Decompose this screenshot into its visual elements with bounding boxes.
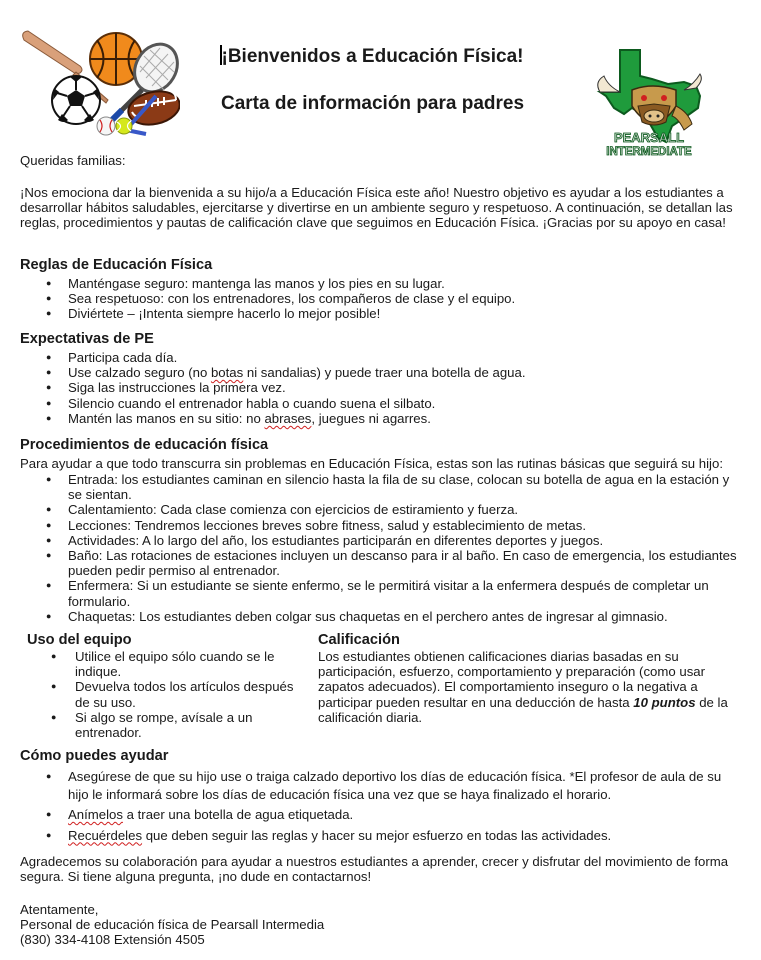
list-item: ● Sea respetuoso: con los entrenadores, los compañeros de clase y el equipo. (20, 291, 742, 306)
list-item: ● Anímelos a traer una botella de agua etiquetada. (20, 806, 742, 824)
list-item: ● Use calzado seguro (no botas ni sandalias) y puede traer una botella de agua. (20, 365, 742, 380)
grading-emphasis: 10 puntos (633, 694, 696, 710)
signature-team: Personal de educación física de Pearsall Intermedia (20, 917, 325, 932)
page-title: ¡Bienvenidos a Educación Física! (221, 46, 524, 67)
rules-heading: Reglas de Educación Física (20, 257, 213, 273)
list-item: ● Devuelva todos los artículos después de su uso. (20, 679, 302, 709)
list-item: ● Chaquetas: Los estudiantes deben colgar sus chaquetas en el perchero antes de ingresar al gimnasio. (20, 609, 742, 624)
list-item: ● Asegúrese de que su hijo use o traiga calzado deportivo los días de educación física. *El profesor de aula de su hijo le informará sobre los días de educación física una vez que se haya finalizado el horario. (20, 768, 742, 803)
list-item: ● Enfermera: Si un estudiante se siente enfermo, se le permitirá visitar a la enfermera después de completar un formulario. (20, 578, 742, 608)
list-item: ● Actividades: A lo largo del año, los estudiantes participarán en diferentes deportes y juegos. (20, 533, 742, 548)
list-item: ● Entrada: los estudiantes caminan en silencio hasta la fila de su clase, colocan su botella de agua en la estación y se sientan. (20, 472, 742, 502)
rules-list (20, 276, 742, 322)
help-heading: Cómo puedes ayudar (20, 748, 169, 764)
sign-off: Atentamente, (20, 902, 99, 917)
help-list (20, 768, 742, 844)
list-item: ● Si algo se rompe, avísale a un entrenador. (20, 710, 302, 740)
list-item: ● Mantén las manos en su sitio: no abrases, juegues ni agarres. (20, 411, 742, 426)
grading-paragraph: Los estudiantes obtienen calificaciones diarias basadas en su participación, esfuerzo, comportamiento y preparación (como usar zapatos adecuados). El comportamiento inseguro o la negativa a participar pueden resultar en una deducción de hasta 10 puntos de la calificación diaria. (318, 649, 728, 725)
sports-equipment-illustration (18, 28, 180, 140)
soccer-ball-icon (52, 76, 100, 124)
list-item: ● Silencio cuando el entrenador habla o cuando suena el silbato. (20, 396, 742, 411)
equipment-list (20, 649, 302, 740)
grading-heading: Calificación (318, 632, 400, 648)
expectations-list (20, 350, 742, 426)
page-subtitle: Carta de información para padres (221, 93, 525, 114)
svg-text:PEARSALL: PEARSALL (613, 130, 685, 145)
baseball-icon (97, 117, 115, 135)
list-item: ● Calentamiento: Cada clase comienza con ejercicios de estiramiento y fuerza. (20, 502, 742, 517)
list-item: ● Diviértete – ¡Intenta siempre hacerlo lo mejor posible! (20, 306, 742, 321)
list-item: ● Lecciones: Tendremos lecciones breves sobre fitness, salud y establecimiento de metas. (20, 518, 742, 533)
signature-phone: (830) 334-4108 Extensión 4505 (20, 932, 205, 947)
procedures-list (20, 472, 742, 624)
closing-paragraph: Agradecemos su colaboración para ayudar a nuestros estudiantes a aprender, crecer y disfrutar del movimiento de forma segura. Si tiene alguna pregunta, ¡no dude en contactarnos! (20, 854, 729, 885)
procedures-intro: Para ayudar a que todo transcurra sin problemas en Educación Física, estas son las rutinas básicas que seguirá su hijo: (20, 456, 723, 471)
expectations-heading: Expectativas de PE (20, 331, 154, 347)
pearsall-intermediate-logo (592, 46, 706, 158)
list-item: ● Siga las instrucciones la primera vez. (20, 380, 742, 395)
tennis-ball-icon (116, 118, 132, 134)
svg-text:INTERMEDIATE: INTERMEDIATE (606, 146, 692, 158)
list-item: ● Baño: Las rotaciones de estaciones incluyen un descanso para ir al baño. En caso de emergencia, los estudiantes pueden pedir permiso al entrenador. (20, 548, 742, 578)
procedures-heading: Procedimientos de educación física (20, 437, 269, 453)
equipment-heading: Uso del equipo (27, 632, 132, 648)
list-item: ● Participa cada día. (20, 350, 742, 365)
list-item: ● Recuérdeles que deben seguir las reglas y hacer su mejor esfuerzo en todas las actividades. (20, 827, 742, 845)
list-item: ● Manténgase seguro: mantenga las manos y los pies en su lugar. (20, 276, 742, 291)
greeting: Queridas familias: (20, 153, 126, 168)
intro-paragraph: ¡Nos emociona dar la bienvenida a su hijo/a a Educación Física este año! Nuestro objetivo es ayudar a los estudiantes a desarrollar hábitos saludables, ejercitarse y divertirse en un ambiente seguro y respetuoso. A continuación, se detallan las reglas, procedimientos y pautas de calificación clave que seguimos en Educación Física. ¡Gracias por su apoyo en casa! (20, 185, 733, 231)
list-item: ● Utilice el equipo sólo cuando se le indique. (20, 649, 302, 679)
